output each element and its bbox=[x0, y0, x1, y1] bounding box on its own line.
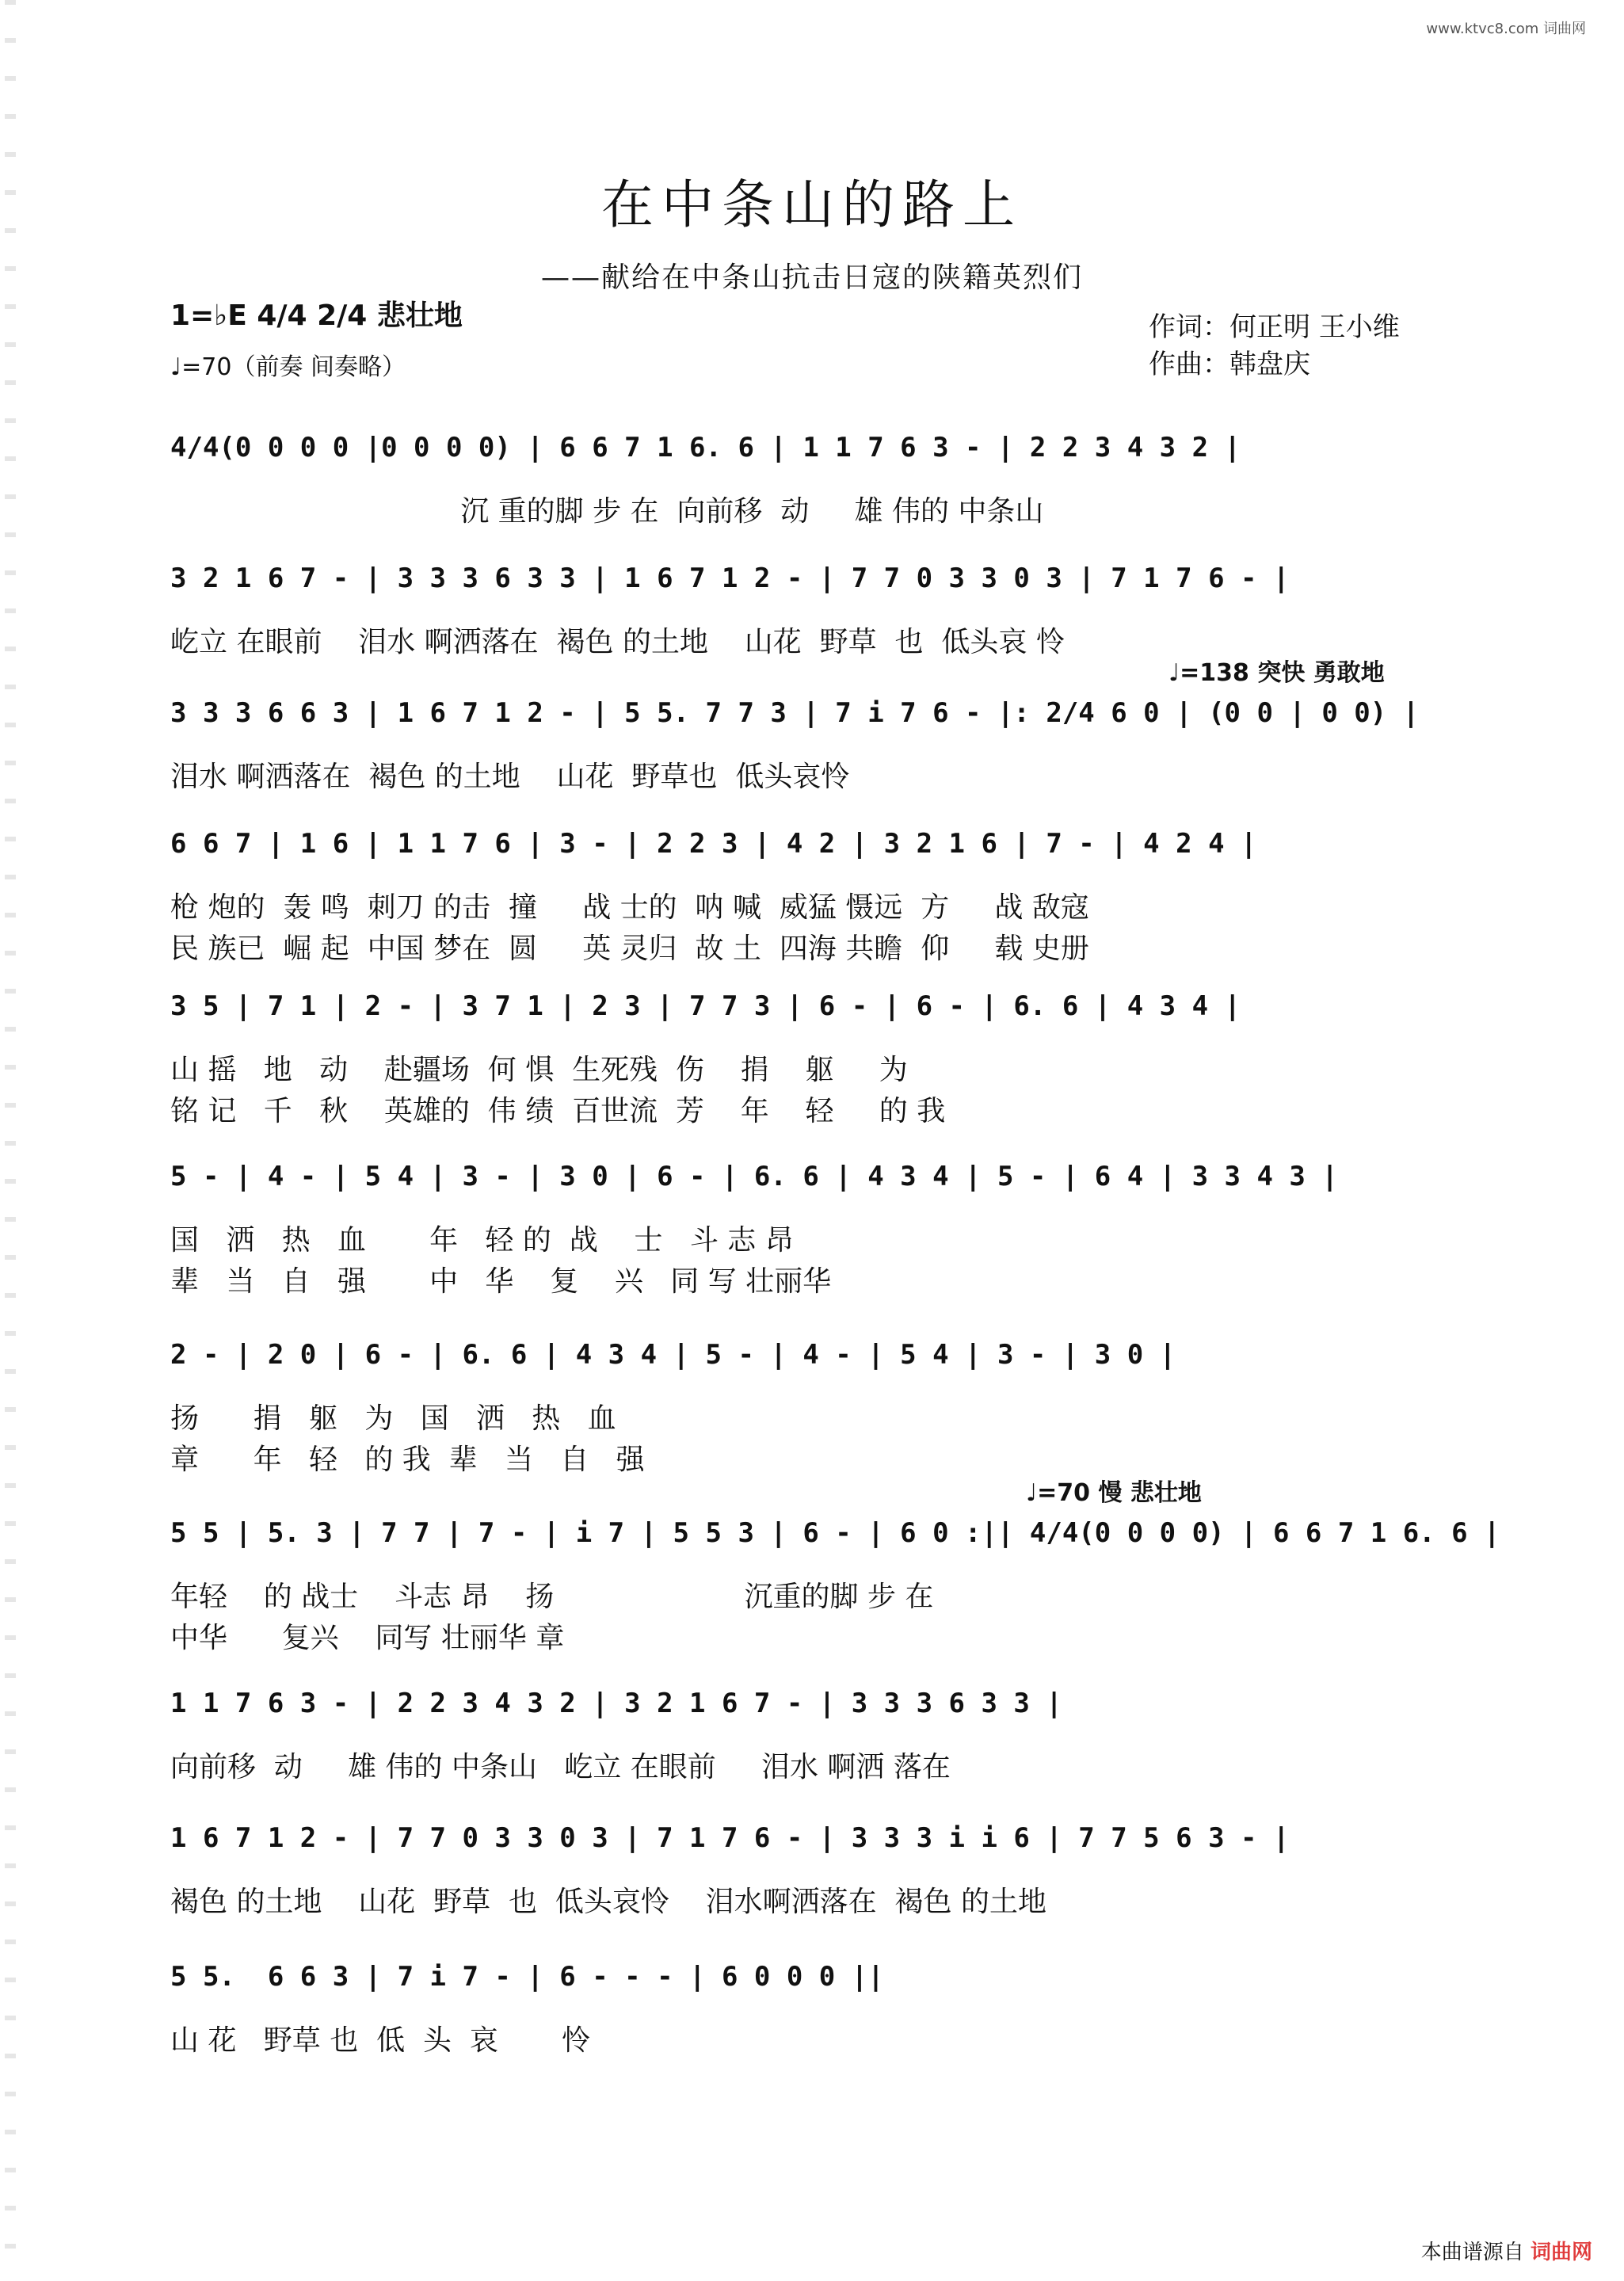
notation-line: 3 3 3 6 6 3 | 1 6 7 1 2 - | 5 5. 7 7 3 | 7 i 7 6 - |: 2/4 6 0 | (0 0 | 0 0) | bbox=[170, 697, 1420, 729]
key-signature: 1=♭E 4/4 2/4 悲壮地 bbox=[170, 299, 463, 332]
notation-line: 2 - | 2 0 | 6 - | 6. 6 | 4 3 4 | 5 - | 4 - | 5 4 | 3 - | 3 0 | bbox=[170, 1339, 1176, 1371]
lyric-line-2: 辈 当 自 强 中 华 复 兴 同 写 壮丽华 bbox=[170, 1265, 832, 1298]
song-subtitle: ——献给在中条山抗击日寇的陕籍英烈们 bbox=[540, 261, 1083, 294]
notation-line: 5 - | 4 - | 5 4 | 3 - | 3 0 | 6 - | 6. 6 | 4 3 4 | 5 - | 6 4 | 3 3 4 3 | bbox=[170, 1161, 1338, 1192]
lyric-line-1: 国 洒 热 血 年 轻 的 战 士 斗 志 昂 bbox=[170, 1224, 794, 1257]
lyric-line-1: 褐色 的土地 山花 野草 也 低头哀怜 泪水啊洒落在 褐色 的土地 bbox=[170, 1886, 1046, 1918]
composer: 作曲：韩盘庆 bbox=[1149, 349, 1310, 380]
side-watermark bbox=[5, 0, 16, 2281]
notation-line: 5 5. 6 6 3 | 7 i 7 - | 6 - - - | 6 0 0 0 || bbox=[170, 1961, 884, 1993]
lyric-line-2: 中华 复兴 同写 壮丽华 章 bbox=[170, 1622, 565, 1654]
song-title: 在中条山的路上 bbox=[601, 174, 1023, 235]
notation-line: 5 5 | 5. 3 | 7 7 | 7 - | i 7 | 5 5 3 | 6 - | 6 0 :|| 4/4(0 0 0 0) | 6 6 7 1 6. 6 | bbox=[170, 1517, 1500, 1549]
tempo-change: ♩=70 慢 悲壮地 bbox=[1026, 1479, 1202, 1507]
lyric-line-1: 泪水 啊洒落在 褐色 的土地 山花 野草也 低头哀怜 bbox=[170, 761, 850, 793]
notation-line: 3 2 1 6 7 - | 3 3 3 6 3 3 | 1 6 7 1 2 - | 7 7 0 3 3 0 3 | 7 1 7 6 - | bbox=[170, 563, 1290, 594]
lyric-line-2: 章 年 轻 的 我 辈 当 自 强 bbox=[170, 1444, 645, 1476]
notation-line: 1 6 7 1 2 - | 7 7 0 3 3 0 3 | 7 1 7 6 - | 3 3 3 i i 6 | 7 7 5 6 3 - | bbox=[170, 1822, 1290, 1854]
lyric-line-1: 枪 炮的 轰 鸣 刺刀 的击 撞 战 士的 呐 喊 威猛 慑远 方 战 敌寇 bbox=[170, 891, 1089, 924]
footer-brand: 词曲网 bbox=[1530, 2241, 1592, 2264]
lyric-line-1: 山 花 野草 也 低 头 哀 怜 bbox=[170, 2024, 590, 2057]
lyric-line-1: 山 摇 地 动 赴疆场 何 惧 生死残 伤 捐 躯 为 bbox=[170, 1054, 908, 1086]
lyric-line-1: 屹立 在眼前 泪水 啊洒落在 褐色 的土地 山花 野草 也 低头哀 怜 bbox=[170, 626, 1065, 658]
notation-line: 1 1 7 6 3 - | 2 2 3 4 3 2 | 3 2 1 6 7 - | 3 3 3 6 3 3 | bbox=[170, 1688, 1062, 1719]
notation-line: 6 6 7 | 1 6 | 1 1 7 6 | 3 - | 2 2 3 | 4 2 | 3 2 1 6 | 7 - | 4 2 4 | bbox=[170, 828, 1257, 860]
notation-line: 3 5 | 7 1 | 2 - | 3 7 1 | 2 3 | 7 7 3 | 6 - | 6 - | 6. 6 | 4 3 4 | bbox=[170, 990, 1241, 1022]
lyric-line-2: 铭 记 千 秋 英雄的 伟 绩 百世流 芳 年 轻 的 我 bbox=[170, 1095, 946, 1127]
lyricist: 作词：何正明 王小维 bbox=[1149, 311, 1400, 343]
lyric-line-1: 扬 捐 躯 为 国 洒 热 血 bbox=[170, 1402, 616, 1435]
footer-source: 本曲谱源自 bbox=[1420, 2241, 1524, 2264]
lyric-line-1: 沉 重的脚 步 在 向前移 动 雄 伟的 中条山 bbox=[170, 495, 1044, 528]
notation-line: 4/4(0 0 0 0 |0 0 0 0) | 6 6 7 1 6. 6 | 1 1 7 6 3 - | 2 2 3 4 3 2 | bbox=[170, 432, 1241, 463]
tempo-change: ♩=138 突快 勇敢地 bbox=[1168, 659, 1385, 687]
lyric-line-1: 年轻 的 战士 斗志 昂 扬 沉重的脚 步 在 bbox=[170, 1581, 934, 1613]
lyric-line-1: 向前移 动 雄 伟的 中条山 屹立 在眼前 泪水 啊洒 落在 bbox=[170, 1751, 951, 1783]
site-watermark: www.ktvc8.com 词曲网 bbox=[1426, 21, 1586, 37]
footer bbox=[1421, 2236, 1592, 2265]
lyric-line-2: 民 族已 崛 起 中国 梦在 圆 英 灵归 故 土 四海 共瞻 仰 载 史册 bbox=[170, 933, 1089, 965]
tempo-marking: ♩=70（前奏 间奏略） bbox=[170, 353, 406, 381]
